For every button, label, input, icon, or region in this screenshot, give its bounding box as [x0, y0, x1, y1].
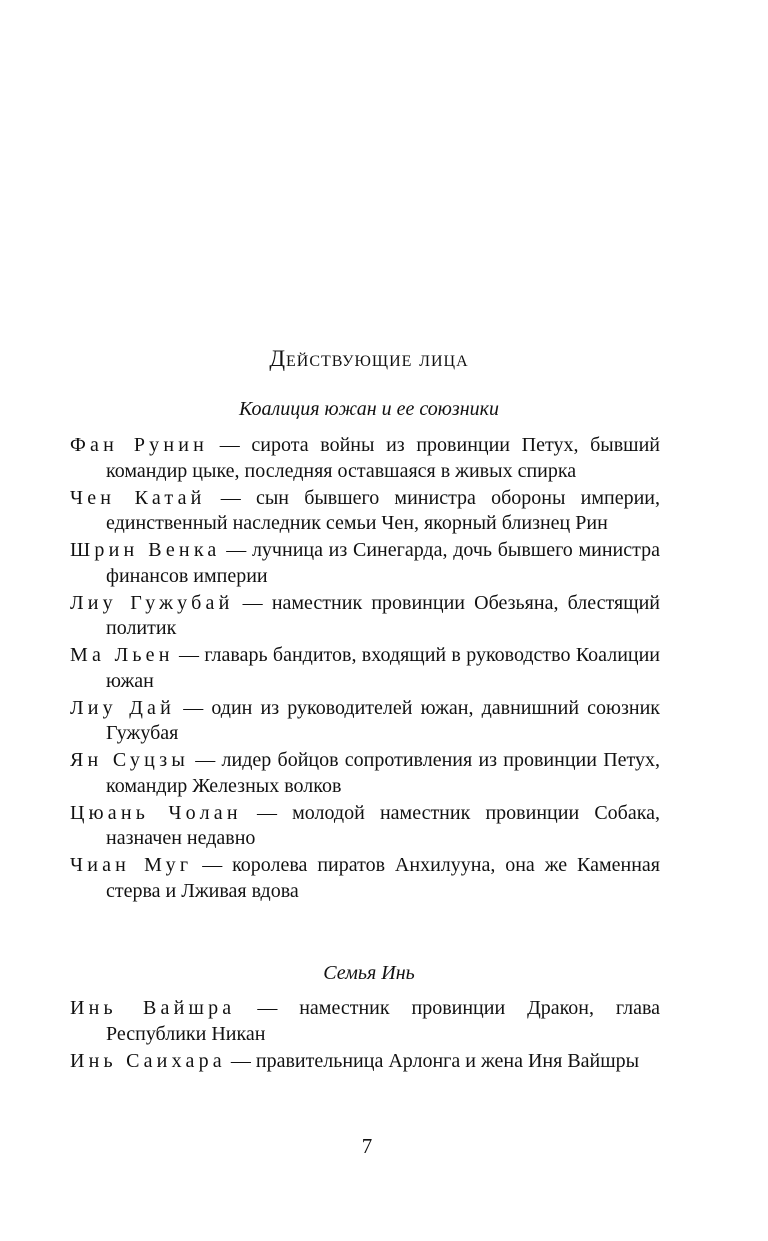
- character-description: — главарь бандитов, входящий в руководство Коалиции южан: [106, 644, 661, 692]
- character-name: Инь Вайшра: [70, 997, 236, 1019]
- character-description: — сын бывшего министра обороны империи, единственный наследник семьи Чен, якорный близнец Рин: [106, 486, 660, 534]
- character-description: — лучница из Синегарда, дочь бывшего министра финансов империи: [106, 539, 661, 587]
- section-heading-coalition: Коалиция южан и ее союзники: [239, 398, 499, 420]
- character-entry: [70, 696, 660, 747]
- page-number: 7: [361, 1134, 373, 1158]
- character-entry: [70, 433, 660, 484]
- character-description: — наместник провинции Обезьяна, блестящий политик: [106, 591, 660, 639]
- character-entry: [70, 801, 660, 852]
- character-entry: [70, 996, 660, 1047]
- character-entry: [70, 591, 660, 642]
- character-name: Ян Суцзы: [70, 749, 190, 771]
- character-name: Чен Катай: [70, 486, 206, 509]
- character-entry: [70, 748, 660, 799]
- character-name: Лиу Гужубай: [70, 591, 234, 614]
- character-description: — молодой наместник провинции Собака, назначен недавно: [106, 801, 660, 849]
- character-list-coalition: [70, 433, 660, 906]
- character-description: — наместник провинции Дракон, глава Республики Никан: [106, 997, 661, 1045]
- character-description: — сирота войны из провинции Петух, бывший командир цыке, последняя оставшаяся в живых спирка: [106, 434, 660, 482]
- character-entry: [70, 538, 660, 589]
- character-name: Фан Рунин: [70, 434, 209, 456]
- character-entry: [70, 486, 660, 537]
- character-name: Ма Льен: [70, 644, 174, 666]
- character-name: Цюань Чолан: [70, 801, 242, 824]
- character-entry: [70, 643, 660, 694]
- character-description: — лидер бойцов сопротивления из провинции Петух, командир Железных волков: [106, 749, 660, 797]
- character-description: — один из руководителей южан, давнишний союзник Гужубая: [106, 696, 661, 744]
- character-description: — правительница Арлонга и жена Иня Вайшры: [230, 1049, 640, 1072]
- chapter-title: Действующие лица: [269, 346, 469, 371]
- character-name: Инь Саихара: [70, 1049, 226, 1072]
- character-name: Лиу Дай: [70, 696, 176, 719]
- section-heading-yin-family: Семья Инь: [323, 962, 415, 984]
- character-entry: [70, 1049, 660, 1075]
- character-name: Чиан Муг: [70, 854, 193, 876]
- character-description: — королева пиратов Анхилууна, она же Каменная стерва и Лживая вдова: [106, 854, 661, 902]
- character-entry: [70, 853, 660, 904]
- character-list-yin-family: [70, 996, 660, 1076]
- character-name: Шрин Венка: [70, 539, 221, 561]
